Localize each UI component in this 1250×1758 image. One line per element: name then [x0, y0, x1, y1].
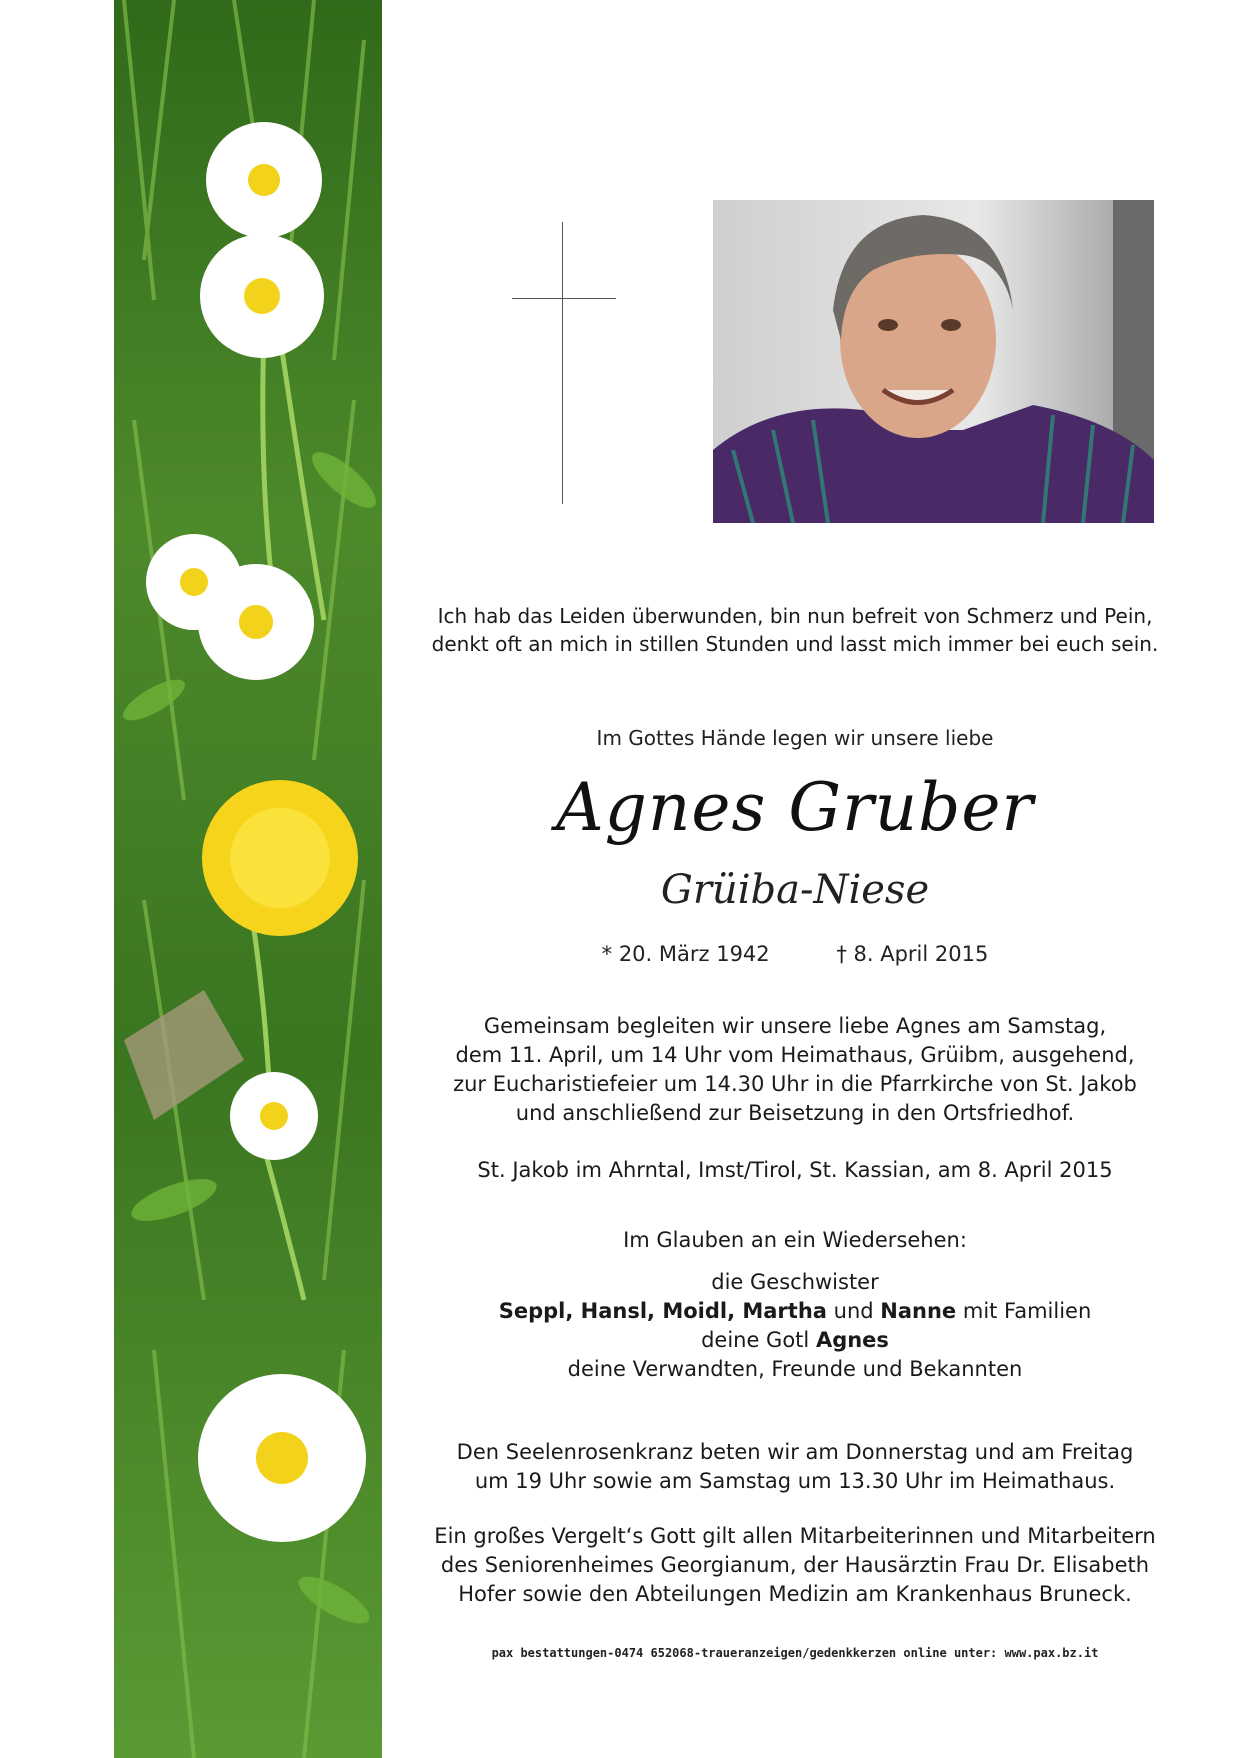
godchild-name: Agnes [815, 1328, 889, 1352]
daisy-1 [206, 122, 322, 238]
flower-illustration [114, 0, 382, 1758]
place-date: St. Jakob im Ahrntal, Imst/Tirol, St. Kassian, am 8. April 2015 [477, 1158, 1113, 1182]
portrait-photo [713, 200, 1154, 523]
thanks-line-3: Hofer sowie den Abteilungen Medizin am Krankenhaus Bruneck. [458, 1582, 1132, 1606]
dandelion [202, 780, 358, 936]
memorial-motto [400, 602, 1190, 658]
rosary-info [400, 1438, 1190, 1496]
funeral-line-4: und anschließend zur Beisetzung in den Ortsfriedhof. [515, 1101, 1075, 1125]
death-date: † 8. April 2015 [836, 942, 989, 966]
daisy-2 [200, 234, 324, 358]
rosary-line-1: Den Seelenrosenkranz beten wir am Donnerstag und am Freitag [456, 1440, 1134, 1464]
cross-icon [512, 222, 616, 504]
funeral-info [400, 1012, 1190, 1128]
faith-line: Im Glauben an ein Wiedersehen: [623, 1228, 967, 1252]
funeral-line-2: dem 11. April, um 14 Uhr vom Heimathaus, Grüibm, ausgehend, [455, 1043, 1135, 1067]
mourners-list [400, 1268, 1190, 1384]
footer-text: pax bestattungen-0474 652068-traueranzeigen/gedenkkerzen online unter: www.pax.bz.it [491, 1646, 1099, 1660]
daisy-5 [230, 1072, 318, 1160]
flower-strip [114, 0, 382, 1758]
funeral-line-3: zur Eucharistiefeier um 14.30 Uhr in die Pfarrkirche von St. Jakob [453, 1072, 1137, 1096]
daisy-4 [198, 564, 314, 680]
thanks-line-2: des Seniorenheimes Georgianum, der Hausärztin Frau Dr. Elisabeth [440, 1553, 1150, 1577]
siblings-names: Seppl, Hansl, Moidl, Martha [498, 1299, 827, 1323]
godchild-prefix: deine Gotl [701, 1328, 810, 1352]
siblings-intro: die Geschwister [711, 1270, 879, 1294]
thanks-info [400, 1522, 1190, 1609]
cross-vertical [562, 222, 563, 504]
motto-line-1: Ich hab das Leiden überwunden, bin nun befreit von Schmerz und Pein, [437, 604, 1153, 628]
cross-horizontal [512, 298, 616, 299]
birth-date: * 20. März 1942 [601, 942, 770, 966]
life-dates [400, 940, 1190, 968]
deceased-nickname: Grüiba-Niese [660, 867, 930, 913]
with-families: mit Familien [962, 1299, 1092, 1323]
motto-line-2: denkt oft an mich in stillen Stunden und lasst mich immer bei euch sein. [431, 632, 1159, 656]
sibling-last: Nanne [880, 1299, 957, 1323]
siblings-and: und [833, 1299, 874, 1323]
daisy-6 [198, 1374, 366, 1542]
relatives-line: deine Verwandten, Freunde und Bekannten [567, 1357, 1023, 1381]
deceased-name: Agnes Gruber [556, 769, 1034, 846]
rosary-line-2: um 19 Uhr sowie am Samstag um 13.30 Uhr im Heimathaus. [474, 1469, 1116, 1493]
funeral-line-1: Gemeinsam begleiten wir unsere liebe Agnes am Samstag, [483, 1014, 1107, 1038]
thanks-line-1: Ein großes Vergelt‘s Gott gilt allen Mitarbeiterinnen und Mitarbeitern [434, 1524, 1156, 1548]
intro-text: Im Gottes Hände legen wir unsere liebe [596, 726, 994, 750]
godchild-line [400, 1326, 1190, 1355]
portrait-illustration [713, 200, 1154, 523]
siblings-line [400, 1297, 1190, 1326]
